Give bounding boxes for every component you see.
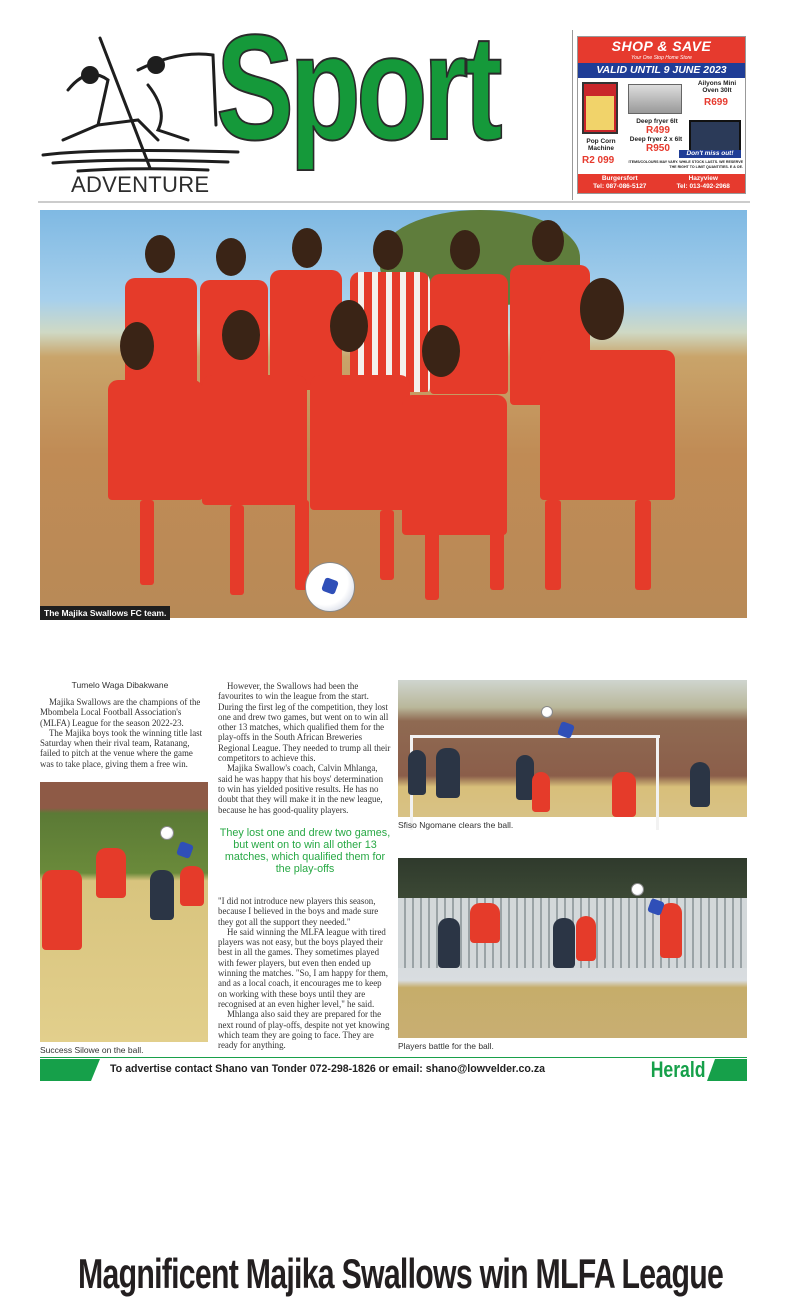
player-figure [180,866,204,906]
player-head [450,230,480,270]
player-figure [108,380,203,500]
player-figure [310,375,410,510]
pull-quote: They lost one and drew two games, but went on to win all other 13 matches, which qualified them for the play-offs [219,827,391,875]
byline: Tumelo Waga Dibakwane [71,680,169,690]
footer-accent-right [707,1059,747,1081]
player-figure [612,772,636,817]
photo-caption: Success Silowe on the ball. [40,1045,144,1055]
footer-accent-left [40,1059,100,1081]
player-head [120,322,154,370]
player-head [532,220,564,262]
product-price: R2 099 [582,155,615,166]
player-figure [660,903,682,958]
paragraph: "I did not introduce new players this season, because I believed in the boys and made sure they got all the support they needed." [218,896,379,927]
player-figure [532,772,550,812]
player-figure [96,848,126,898]
player-figure [42,870,82,950]
ad-divider [572,30,573,200]
ad-title: SHOP & SAVE [611,38,712,54]
soccer-ball [541,706,553,718]
article-column-2-continued [218,896,392,1050]
ad-header [578,37,745,63]
player-figure [690,762,710,807]
player-head [330,300,368,352]
player-figure [150,870,174,920]
player-leg [230,505,244,595]
ad-products [578,78,745,174]
soccer-ball [305,562,355,612]
player-figure [202,375,307,505]
photo-caption: Sfiso Ngomane clears the ball. [398,820,514,830]
paragraph: Mhlanga also said they are prepared for the next round of play-offs, despite not yet knowing which team they are going to face. They are ready for anything. [218,1009,390,1051]
team-photo [40,210,747,618]
player-figure [438,918,460,968]
soccer-ball [631,883,644,896]
branch-burgersfort [578,174,662,193]
player-head [145,235,175,273]
mini-oven-image [689,120,741,152]
paragraph: The Majika boys took the winning title last Saturday when their rival team, Ratanang, failed to pitch at the venue where the game was to take place, giving them a free win. [40,727,203,769]
paragraph: Majika Swallow's coach, Calvin Mhlanga, said he was happy that his boys' determination to win has yielded positive results. He has no doubt that they will make it in the new league, because he has good-quality players. [218,763,384,815]
paragraph: Majika Swallows are the champions of the Mbombela Local Football Association's (MLFA) League for the season 2022-23. [40,697,201,728]
player-head [222,310,260,360]
player-figure [436,748,460,798]
player-leg [425,530,439,600]
product-name: Pop Corn Machine [586,138,616,152]
product-name: Ailyons Mini Oven 30lt [697,80,737,94]
photo-players-battle [398,858,747,1038]
player-leg [635,500,651,590]
shop-and-save-advert[interactable] [577,36,746,194]
branch-hazyview [662,174,746,193]
article-headline: Magnificent Majika Swallows win MLFA League [78,1250,724,1297]
popcorn-machine-image [582,82,618,134]
player-leg [140,500,154,585]
branch-tel: Tel: 013-492-2968 [676,183,730,190]
masthead [38,3,563,200]
photo-sfiso-ngomane [398,680,747,817]
soccer-ball [160,826,174,840]
article-column-2 [218,681,392,815]
masthead-subtitle: ADVENTURE [71,172,210,197]
player-head [216,238,246,276]
product-price: R950 [646,143,670,154]
player-figure [402,395,507,535]
section-title: Sport [216,3,499,171]
branch-name: Hazyview [688,175,718,182]
player-figure [576,916,596,961]
advertise-contact[interactable]: To advertise contact Shano van Tonder 072-298-1826 or email: shano@lowvelder.co.za [110,1063,546,1075]
player-head [373,230,403,270]
photo-success-silowe [40,782,208,1042]
product-price: R499 [646,125,670,136]
branch-name: Burgersfort [601,175,638,182]
branch-tel: Tel: 087-086-5127 [593,183,647,190]
player-leg [490,530,504,590]
ad-callout: Don't miss out! [679,150,741,158]
product-name: Deep fryer 2 x 6lt [629,136,683,143]
article-column-1 [40,697,207,769]
product-name: Deep fryer 6lt [636,118,678,125]
main-photo-caption: The Majika Swallows FC team. [40,606,170,620]
paragraph: However, the Swallows had been the favourites to win the league from the start. During the first leg of the competition, they lost one and drew two games, but went on to win all other 13 matches, which qualified them for the play-offs in the South African Breweries Regional League. They needed to trump all their competitors to achieve this. [218,681,391,764]
player-figure [540,350,675,500]
ad-validity: VALID UNTIL 9 JUNE 2023 [578,63,745,78]
goal-post [656,735,659,830]
player-figure [470,903,500,943]
player-head [292,228,322,268]
player-figure [553,918,575,968]
deep-fryer-image [628,84,682,114]
ad-tagline: Your One Stop Home Store [631,55,692,61]
footer-banner [40,1057,747,1081]
player-leg [545,500,561,590]
player-figure [408,750,426,795]
photo-caption: Players battle for the ball. [398,1041,494,1051]
header-divider [38,201,750,203]
player-head [422,325,460,377]
player-head [580,278,624,340]
paragraph: He said winning the MLFA league with tired players was not easy, but the boys played their best in all the games. They sometimes played with fewer players, but even then ended up winning the matches. "So, I am happy for them, and as a local coach, it encourages me to keep on working with these boys until they are recognised at an even higher level," he said. [218,926,388,1009]
herald-logo: Herald [650,1057,705,1082]
goal-crossbar [410,735,660,738]
ad-branches [578,174,745,193]
product-price: R699 [704,97,728,108]
ad-small-print: ITEMS/COLOURS MAY VARY. WHILE STOCK LASTS. WE RESERVE THE RIGHT TO LIMIT QUANTITIES. E & OE. [628,160,743,169]
player-leg [380,510,394,580]
